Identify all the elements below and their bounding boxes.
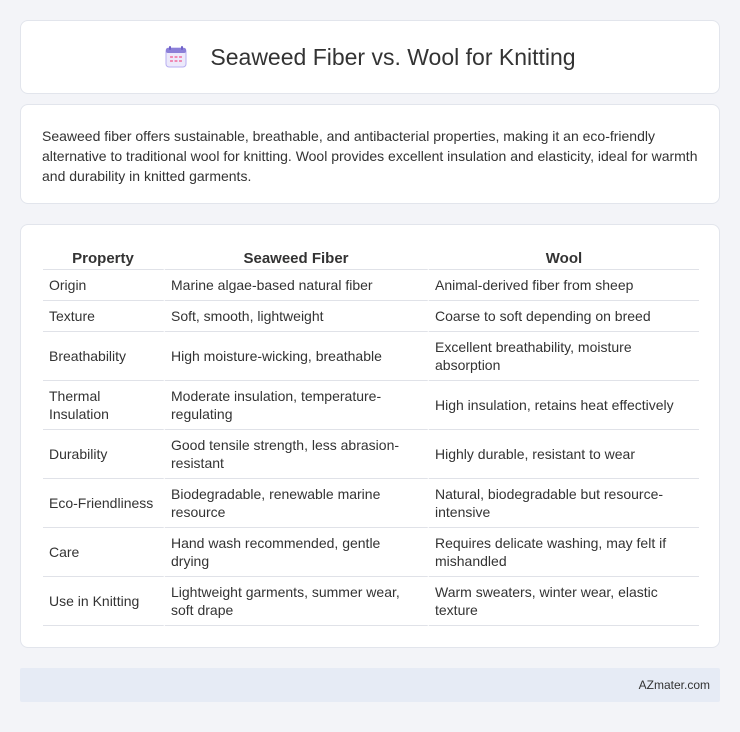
wool-cell: Highly durable, resistant to wear: [429, 430, 699, 479]
header-seaweed: Seaweed Fiber: [165, 245, 429, 270]
comparison-table: [43, 245, 699, 626]
table-row: [43, 430, 699, 479]
title-card: [20, 20, 720, 94]
wool-cell: Coarse to soft depending on breed: [429, 301, 699, 332]
table-row: [43, 479, 699, 528]
seaweed-cell: Moderate insulation, temperature-regulating: [165, 381, 429, 430]
property-cell: Origin: [43, 270, 165, 301]
footer-source: AZmater.com: [638, 678, 710, 692]
seaweed-cell: High moisture-wicking, breathable: [165, 332, 429, 381]
header-wool: Wool: [429, 245, 699, 270]
seaweed-cell: Hand wash recommended, gentle drying: [165, 528, 429, 577]
table-header-row: [43, 245, 699, 270]
property-cell: Durability: [43, 430, 165, 479]
wool-cell: Animal-derived fiber from sheep: [429, 270, 699, 301]
table-row: [43, 270, 699, 301]
intro-card: [20, 104, 720, 204]
table-row: [43, 528, 699, 577]
property-cell: Texture: [43, 301, 165, 332]
seaweed-cell: Biodegradable, renewable marine resource: [165, 479, 429, 528]
property-cell: Breathability: [43, 332, 165, 381]
seaweed-cell: Soft, smooth, lightweight: [165, 301, 429, 332]
wool-cell: Excellent breathability, moisture absorption: [429, 332, 699, 381]
property-cell: Thermal Insulation: [43, 381, 165, 430]
wool-cell: Warm sweaters, winter wear, elastic texture: [429, 577, 699, 626]
wool-cell: High insulation, retains heat effectively: [429, 381, 699, 430]
page-title: Seaweed Fiber vs. Wool for Knitting: [210, 43, 576, 70]
property-cell: Care: [43, 528, 165, 577]
header-property: Property: [43, 245, 165, 270]
table-row: [43, 577, 699, 626]
wool-cell: Natural, biodegradable but resource-intensive: [429, 479, 699, 528]
calendar-icon: [164, 45, 188, 69]
table-row: [43, 301, 699, 332]
seaweed-cell: Good tensile strength, less abrasion-resistant: [165, 430, 429, 479]
intro-text: Seaweed fiber offers sustainable, breathable, and antibacterial properties, making it an eco-friendly alternative to traditional wool for knitting. Wool provides excellent insulation and elasticity, ideal for warmth and durability in knitted garments.: [42, 128, 698, 184]
footer-bar: [20, 668, 720, 702]
seaweed-cell: Marine algae-based natural fiber: [165, 270, 429, 301]
wool-cell: Requires delicate washing, may felt if mishandled: [429, 528, 699, 577]
property-cell: Use in Knitting: [43, 577, 165, 626]
property-cell: Eco-Friendliness: [43, 479, 165, 528]
comparison-card: [20, 224, 720, 648]
table-row: [43, 332, 699, 381]
table-row: [43, 381, 699, 430]
seaweed-cell: Lightweight garments, summer wear, soft drape: [165, 577, 429, 626]
